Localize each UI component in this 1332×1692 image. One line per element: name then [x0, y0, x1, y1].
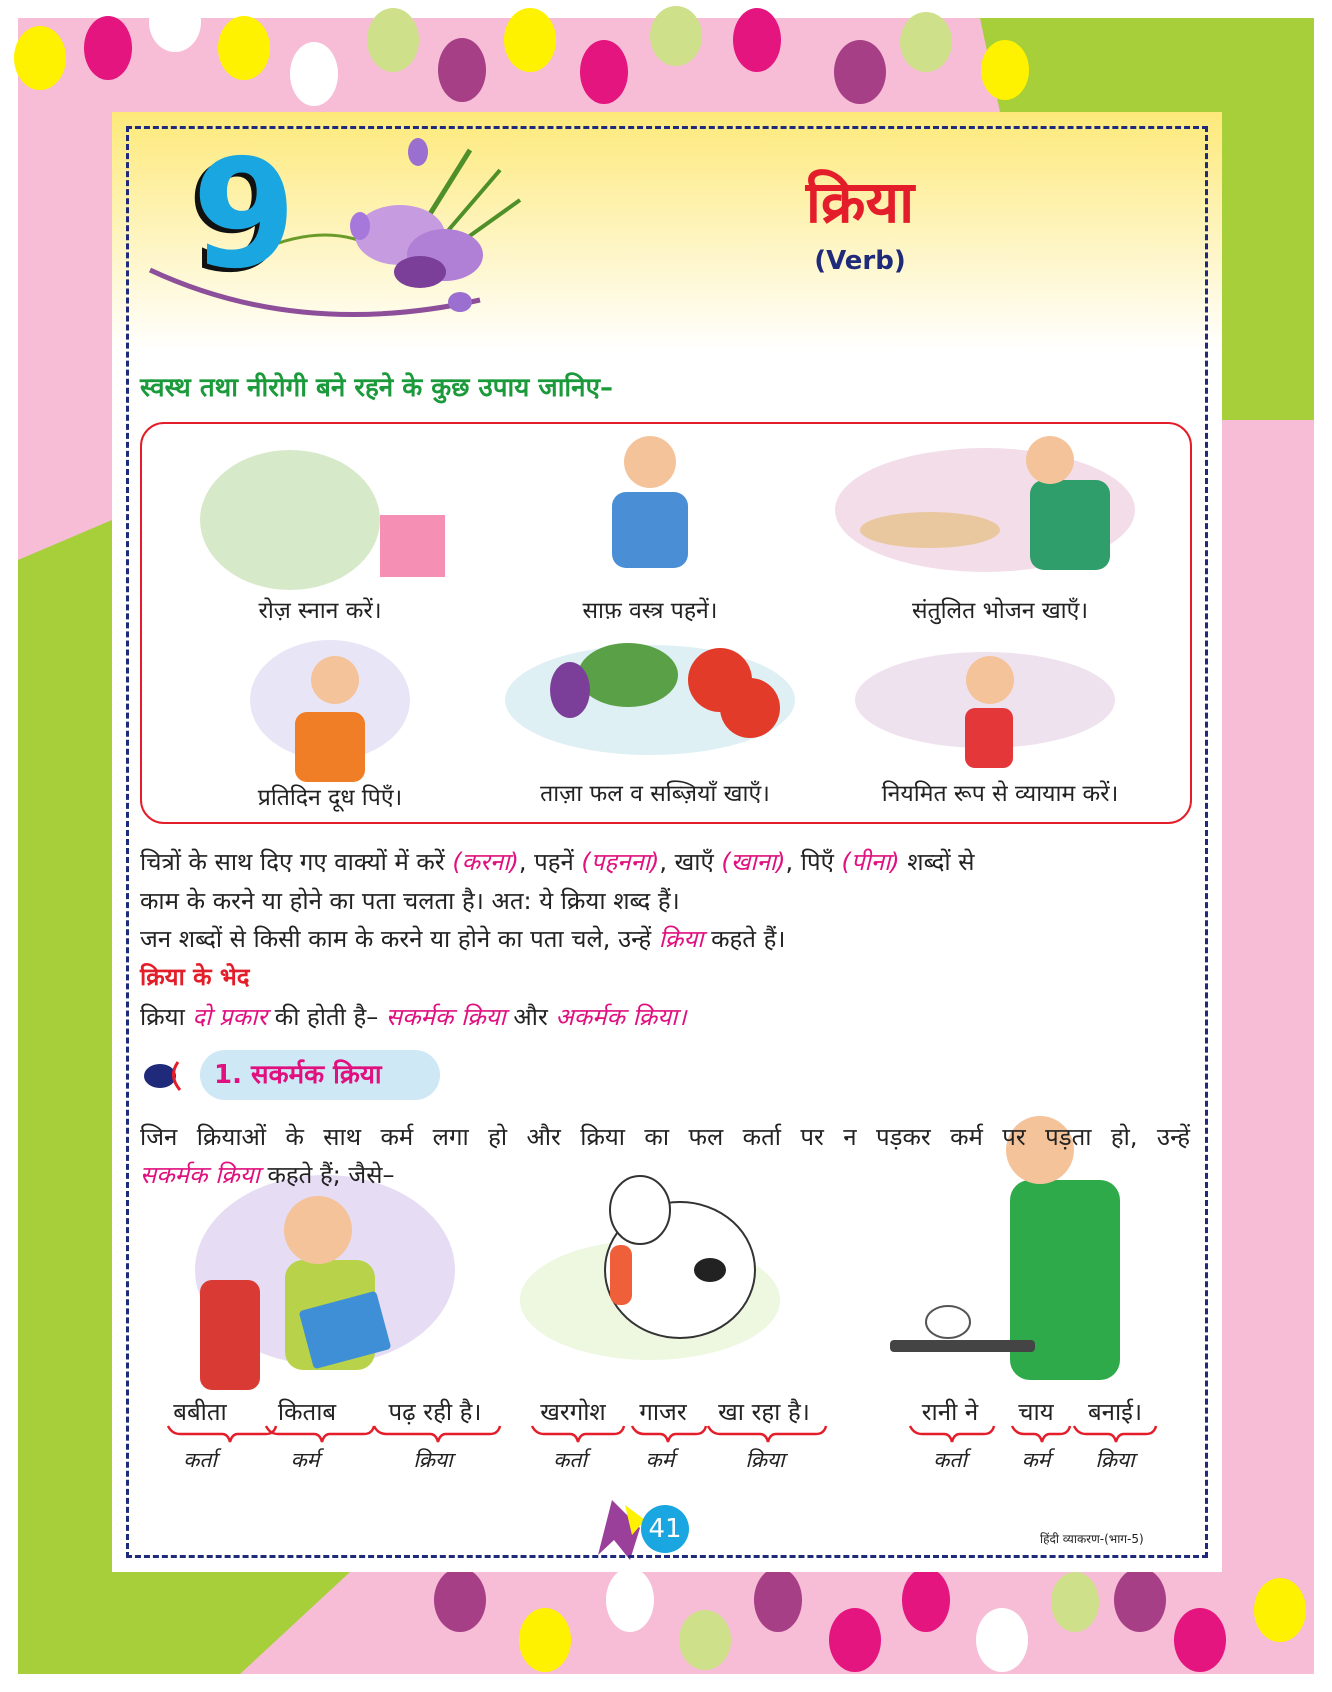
tip-caption-bath: रोज़ स्नान करें।	[258, 598, 382, 624]
explain-line-2: काम के करने या होने का पता चलता है। अत: ये क्रिया शब्द हैं।	[140, 887, 680, 915]
tip-caption-food: संतुलित भोजन खाएँ।	[911, 598, 1089, 624]
tip-caption-clothes: साफ़ वस्त्र पहनें।	[582, 598, 718, 624]
explain-line-4: क्रिया दो प्रकार की होती है– सकर्मक क्रिया और अकर्मक क्रिया।	[140, 1003, 687, 1031]
example-3-role-karm: कर्म	[1021, 1448, 1051, 1472]
example-1-kriya: पढ़ रही है।	[388, 1398, 482, 1426]
definition-line-2: सकर्मक क्रिया कहते हैं; जैसे–	[140, 1161, 395, 1189]
tip-caption-veg: ताज़ा फल व सब्ज़ियाँ खाएँ।	[540, 781, 770, 807]
definition-line-1: जिन क्रियाओं के साथ कर्म लगा हो और क्रिया का फल कर्ता पर न पड़कर कर्म पर पड़ता हो, उन्हें	[140, 1123, 1190, 1151]
intro-heading: स्वस्थ तथा नीरोगी बने रहने के कुछ उपाय जानिए–	[140, 373, 613, 403]
chapter-number: 9	[192, 128, 297, 302]
example-3-role-karta: कर्ता	[933, 1448, 967, 1472]
dashed-border	[126, 126, 1208, 1558]
example-2-role-karm: कर्म	[645, 1448, 675, 1472]
example-1-karm: किताब	[277, 1398, 337, 1426]
explain-line-1: चित्रों के साथ दिए गए वाक्यों में करें (करना), पहनें (पहनना), खाएँ (खाना), पिएँ (पीना) शब्दों से	[140, 848, 975, 876]
page-number: 41	[641, 1505, 689, 1553]
chapter-subtitle: (Verb)	[814, 246, 906, 276]
example-2-karm: गाजर	[639, 1398, 687, 1426]
example-2-role-karta: कर्ता	[553, 1448, 587, 1472]
example-1-karta: बबीता	[173, 1398, 227, 1426]
example-2-role-kriya: क्रिया	[745, 1448, 785, 1472]
section-title-sakarmak: 1. सकर्मक क्रिया	[200, 1050, 440, 1100]
example-2-kriya: खा रहा है।	[718, 1398, 810, 1426]
tip-caption-milk: प्रतिदिन दूध पिएँ।	[257, 785, 403, 811]
example-2-karta: खरगोश	[540, 1398, 606, 1426]
example-3-kriya: बनाई।	[1087, 1398, 1143, 1426]
example-1-role-karm: कर्म	[290, 1448, 320, 1472]
types-heading: क्रिया के भेद	[140, 963, 250, 991]
example-3-karta: रानी ने	[921, 1398, 979, 1426]
footer-book-title: हिंदी व्याकरण-(भाग-5)	[1040, 1532, 1144, 1546]
explain-line-3: जन शब्दों से किसी काम के करने या होने का पता चले, उन्हें क्रिया कहते हैं।	[140, 925, 786, 953]
example-3-karm: चाय	[1018, 1398, 1054, 1426]
example-3-role-kriya: क्रिया	[1095, 1448, 1135, 1472]
tip-caption-exercise: नियमित रूप से व्यायाम करें।	[881, 781, 1119, 807]
example-1-role-kriya: क्रिया	[413, 1448, 453, 1472]
example-1-role-karta: कर्ता	[183, 1448, 217, 1472]
chapter-title: क्रिया	[805, 168, 915, 236]
